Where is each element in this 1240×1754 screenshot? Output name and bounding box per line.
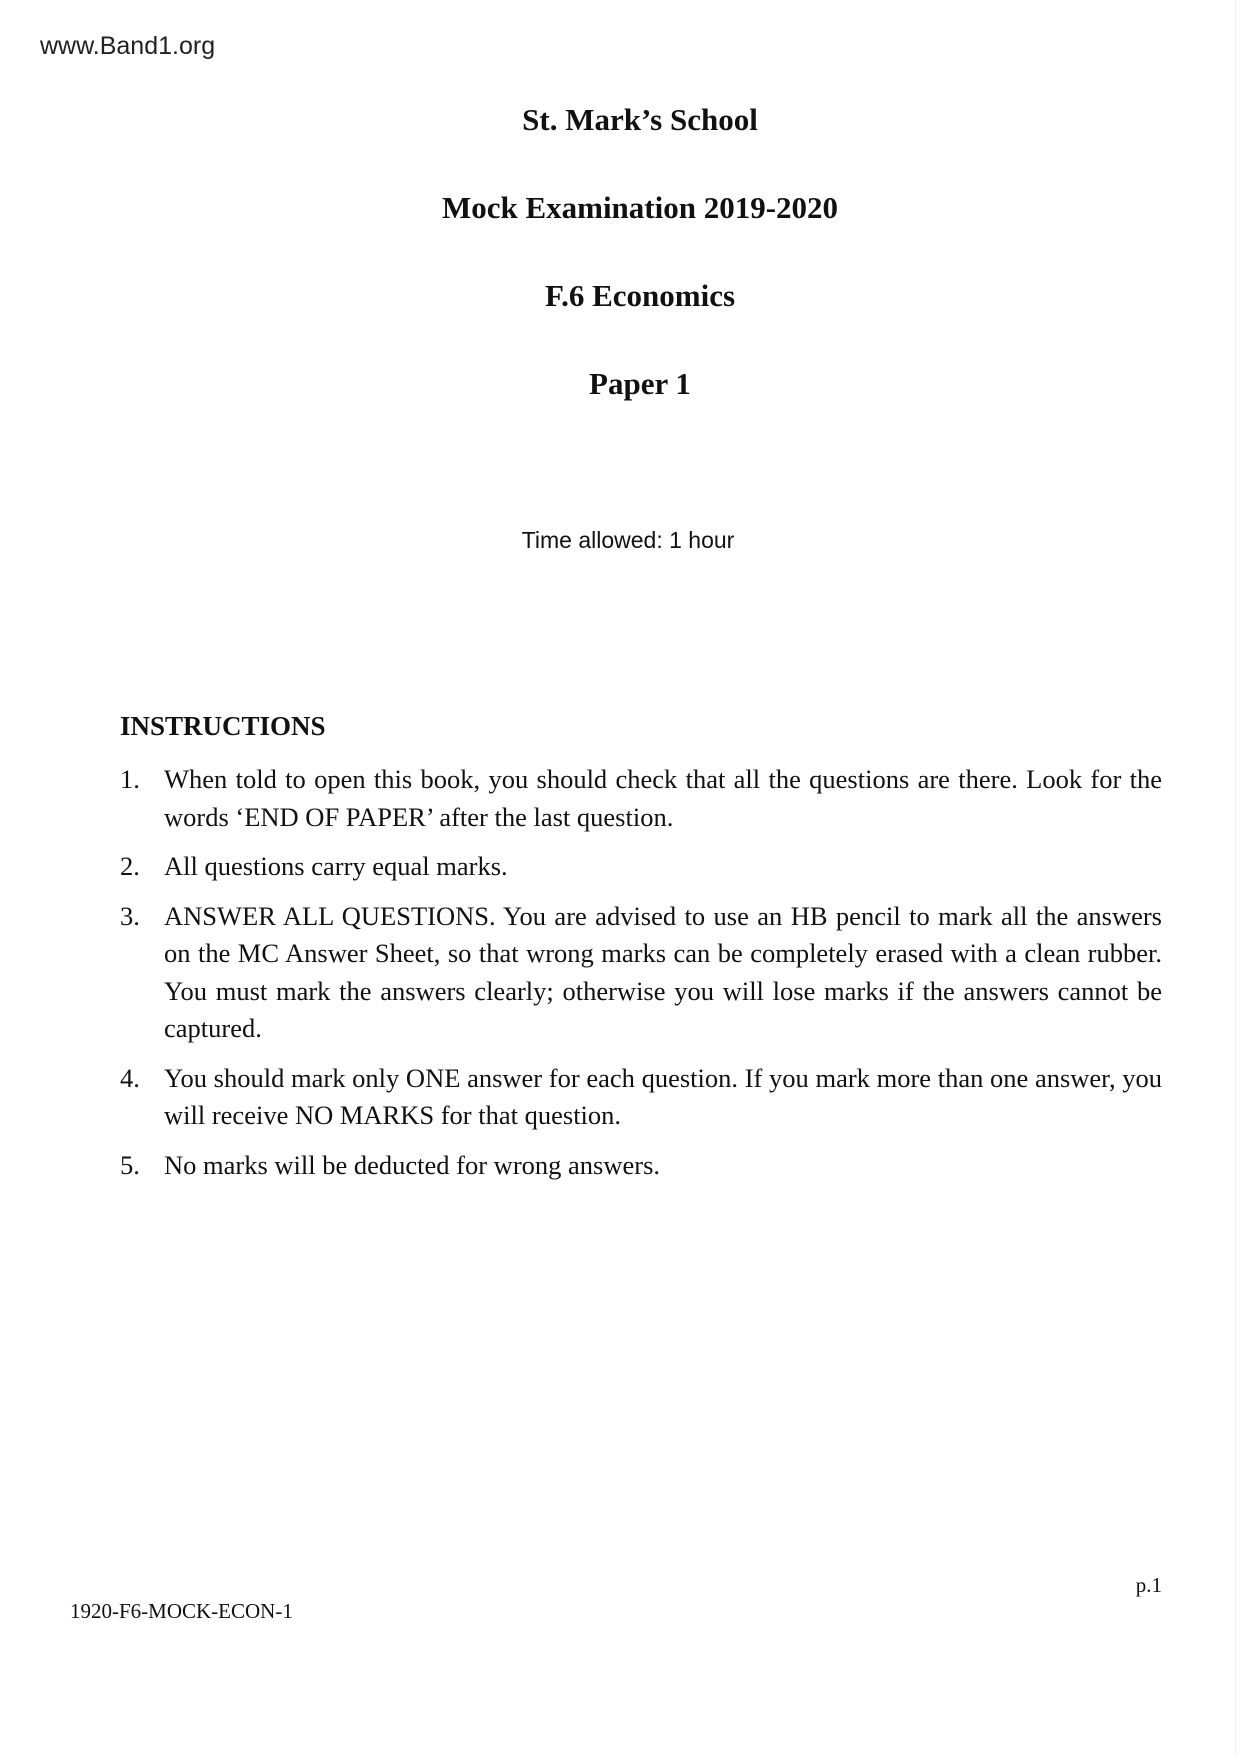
instruction-item [120, 1060, 1162, 1135]
item-text: You should mark only ONE answer for each question. If you mark more than one answer, you will receive NO MARKS for that question. [164, 1062, 1162, 1130]
item-number: 1. [120, 764, 140, 794]
item-number: 3. [120, 900, 140, 931]
watermark: www.Band1.org [40, 32, 216, 60]
instruction-item [120, 848, 1162, 886]
page-number: p.1 [1135, 1573, 1162, 1597]
item-text: No marks will be deducted for wrong answers. [164, 1149, 661, 1180]
instruction-item [120, 761, 1162, 836]
item-number: 4. [120, 1062, 140, 1093]
instructions-heading: INSTRUCTIONS [120, 711, 326, 741]
item-number: 5. [120, 1149, 140, 1180]
time-allowed: Time allowed: 1 hour [521, 527, 735, 553]
instruction-item [120, 898, 1162, 1048]
scan-edge-divider [1235, 0, 1236, 1754]
exam-title: Mock Examination 2019-2020 [441, 190, 839, 225]
paper-title: Paper 1 [589, 366, 691, 401]
subject-title: F.6 Economics [544, 278, 736, 313]
paper-code: 1920-F6-MOCK-ECON-1 [70, 1599, 293, 1623]
school-name: St. Mark’s School [522, 102, 758, 137]
item-text: All questions carry equal marks. [164, 851, 508, 881]
item-text: When told to open this book, you should check that all the questions are there. Look for the words ‘END OF PAPER’ after the last question. [164, 764, 1162, 832]
instructions-list [120, 761, 1162, 1196]
item-number: 2. [120, 851, 140, 881]
item-text: ANSWER ALL QUESTIONS. You are advised to use an HB pencil to mark all the answers on the MC Answer Sheet, so that wrong marks can be completely erased with a clean rubber. You must mark the answers clearly; otherwise you will lose marks if the answers cannot be captured. [164, 900, 1162, 1043]
instruction-item [120, 1147, 1162, 1185]
